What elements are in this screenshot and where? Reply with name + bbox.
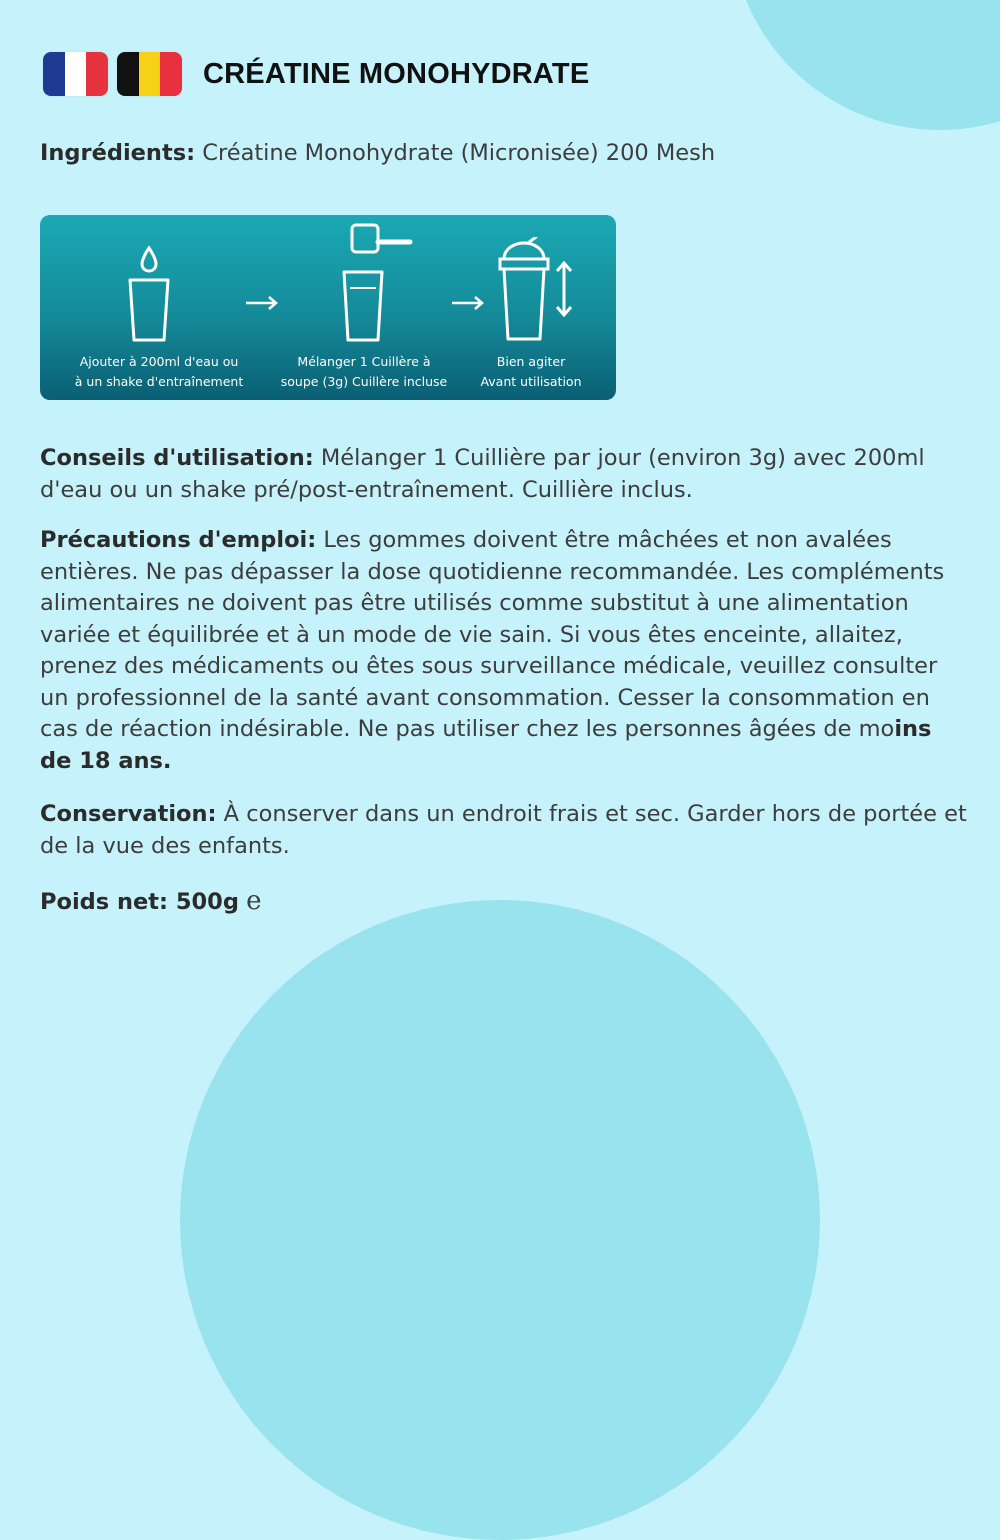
water-drop-glass-icon bbox=[120, 230, 190, 350]
ingredients-label: Ingrédients: bbox=[40, 140, 196, 166]
step-3-caption: Bien agiter Avant utilisation bbox=[480, 354, 582, 389]
weight-label: Poids net: 500g bbox=[40, 889, 239, 915]
belgium-flag-icon bbox=[117, 52, 182, 96]
ingredients-text: Créatine Monohydrate (Micronisée) 200 Mesh bbox=[195, 140, 716, 166]
shaker-icon bbox=[490, 237, 580, 347]
advice-text: Mélanger 1 Cuillière par jour (environ 3g) avec 200ml d'eau ou un shake pré/post-entraînement. Cuillière inclus. bbox=[40, 445, 925, 503]
france-flag-icon bbox=[43, 52, 108, 96]
decorative-circle-top bbox=[730, 0, 1000, 130]
arrow-right-icon bbox=[450, 295, 486, 311]
page-title: CRÉATINE MONOHYDRATE bbox=[203, 57, 590, 90]
conservation-text: À conserver dans un endroit frais et sec. Garder hors de portée et de la vue des enfants. bbox=[40, 801, 967, 859]
estimated-sign-icon: e bbox=[246, 886, 262, 916]
weight-paragraph bbox=[40, 886, 970, 919]
page-header bbox=[43, 52, 589, 96]
step-1-caption: Ajouter à 200ml d'eau ou à un shake d'entraînement bbox=[74, 354, 244, 389]
conservation-label: Conservation: bbox=[40, 801, 217, 827]
ingredients-paragraph bbox=[40, 138, 970, 170]
precautions-paragraph bbox=[40, 525, 970, 777]
scoop-glass-icon bbox=[332, 220, 422, 350]
advice-paragraph bbox=[40, 443, 970, 506]
precautions-text-bold: ins de 18 ans. bbox=[40, 716, 932, 774]
precautions-label: Précautions d'emploi: bbox=[40, 527, 317, 553]
usage-steps-banner bbox=[40, 215, 616, 400]
precautions-text: Les gommes doivent être mâchées et non avalées entières. Ne pas dépasser la dose quotidienne recommandée. Les compléments alimentaires ne doivent pas être utilisés comme substitut à une alimentation variée et équilibrée et à un mode de vie sain. Si vous êtes enceinte, allaitez, prenez des médicaments ou êtes sous surveillance médicale, veuillez consulter un professionnel de la santé avant consommation. Cesser la consommation en cas de réaction indésirable. Ne pas utiliser chez les personnes âgées de mo bbox=[40, 527, 945, 742]
advice-label: Conseils d'utilisation: bbox=[40, 445, 314, 471]
step-2-caption: Mélanger 1 Cuillère à soupe (3g) Cuillère incluse bbox=[280, 354, 448, 389]
decorative-circle-bottom bbox=[180, 900, 820, 1540]
arrow-right-icon bbox=[244, 295, 280, 311]
conservation-paragraph bbox=[40, 799, 970, 862]
